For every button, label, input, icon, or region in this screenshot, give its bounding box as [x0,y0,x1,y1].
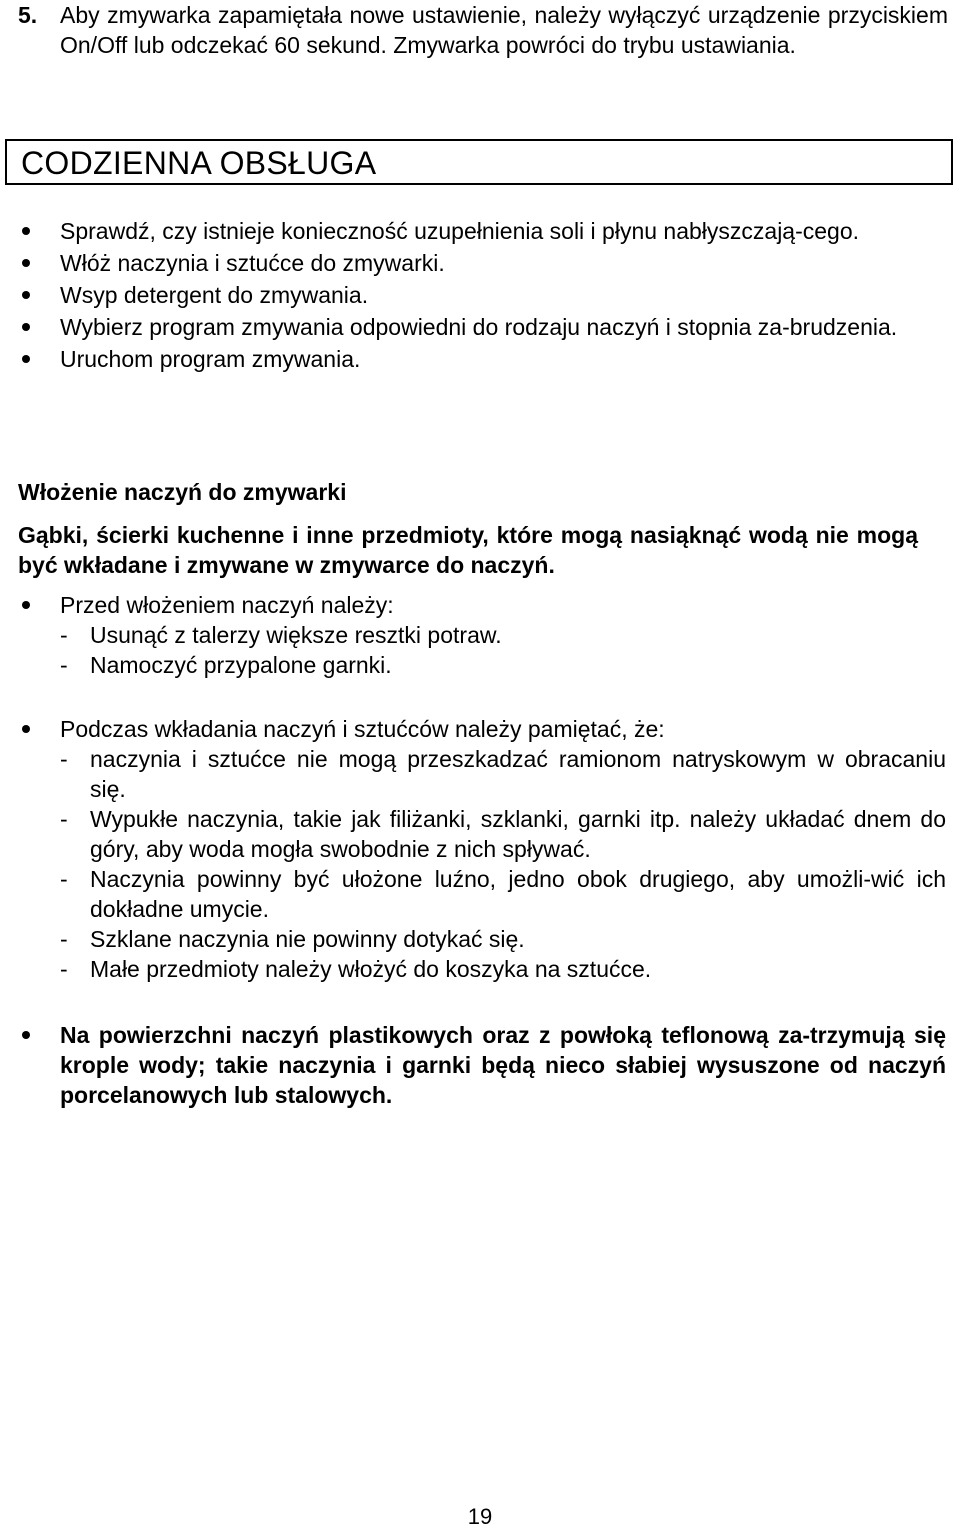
before-loading-list [18,590,946,680]
list-item-intro: Podczas wkładania naczyń i sztućców należy pamiętać, że: [60,716,665,742]
list-item [18,344,946,374]
dash-item-text: Małe przedmioty należy włożyć do koszyka na sztućce. [90,956,652,982]
bullet-icon [22,323,30,331]
list-item [18,590,946,680]
dash-item-text: Naczynia powinny być ułożone luźno, jedno obok drugiego, aby umożli-wić ich dokładne umycie. [90,866,946,922]
step-text: Aby zmywarka zapamiętała nowe ustawienie, należy wyłączyć urządzenie przyciskiem On/Off lub odczekać 60 sekund. Zmywarka powróci do trybu ustawiania. [60,2,948,58]
dash-item [60,650,946,680]
dash-item-text: Usunąć z talerzy większe resztki potraw. [90,622,502,648]
bullet-icon [22,259,30,267]
list-item-text: Wsyp detergent do zmywania. [60,282,369,308]
list-item-text: Uruchom program zmywania. [60,346,361,372]
dash-item-text: Namoczyć przypalone garnki. [90,652,392,678]
plastic-note-text: Na powierzchni naczyń plastikowych oraz z powłoką teflonową za-trzymują się krople wody; takie naczynia i garnki będą nieco słabiej wysuszone od naczyń porcelanowych lub stalowych. [60,1022,946,1108]
dash-list [60,620,946,680]
dash-item [60,744,946,804]
dash-item-text: naczynia i sztućce nie mogą przeszkadzać ramionom natryskowym w obracaniu się. [90,746,946,802]
bullet-icon [22,725,30,733]
section-title-box [5,139,953,185]
bullet-icon [22,355,30,363]
bullet-icon [22,601,30,609]
dash-item-text: Szklane naczynia nie powinny dotykać się. [90,926,525,952]
dash-marker: - [60,866,68,892]
list-item [18,312,946,342]
plastic-note-list [18,1020,946,1110]
section-title: CODZIENNA OBSŁUGA [21,145,377,181]
while-loading-list [18,714,946,984]
bullet-icon [22,227,30,235]
dash-marker: - [60,956,68,982]
bullet-icon [22,1031,30,1039]
dash-item [60,924,946,954]
dash-list [60,744,946,984]
dash-marker: - [60,746,68,772]
list-item-text: Sprawdź, czy istnieje konieczność uzupełnienia soli i płynu nabłyszczają-cego. [60,218,860,244]
list-item [18,248,946,278]
bullet-icon [22,291,30,299]
list-item [18,280,946,310]
dash-item-text: Wypukłe naczynia, takie jak filiżanki, szklanki, garnki itp. należy układać dnem do góry, aby woda mogła swobodnie z nich spływać. [90,806,946,862]
page-number: 19 [467,1504,493,1529]
dash-item [60,804,946,864]
loading-warning: Gąbki, ścierki kuchenne i inne przedmioty, które mogą nasiąknąć wodą nie mogą być wkładane i zmywane w zmywarce do naczyń. [18,522,918,578]
dash-item [60,864,946,924]
list-item [18,1020,946,1110]
daily-steps-list [18,216,946,376]
dash-marker: - [60,652,68,678]
list-item-text: Włóż naczynia i sztućce do zmywarki. [60,250,445,276]
list-item-text: Wybierz program zmywania odpowiedni do rodzaju naczyń i stopnia za-brudzenia. [60,314,898,340]
list-item [18,216,946,246]
list-item-intro: Przed włożeniem naczyń należy: [60,592,394,618]
dash-item [60,954,946,984]
list-item [18,714,946,984]
dash-marker: - [60,926,68,952]
dash-marker: - [60,806,68,832]
dash-marker: - [60,622,68,648]
loading-heading: Włożenie naczyń do zmywarki [18,479,347,505]
step-5 [18,0,948,60]
step-number: 5. [18,2,38,28]
dash-item [60,620,946,650]
